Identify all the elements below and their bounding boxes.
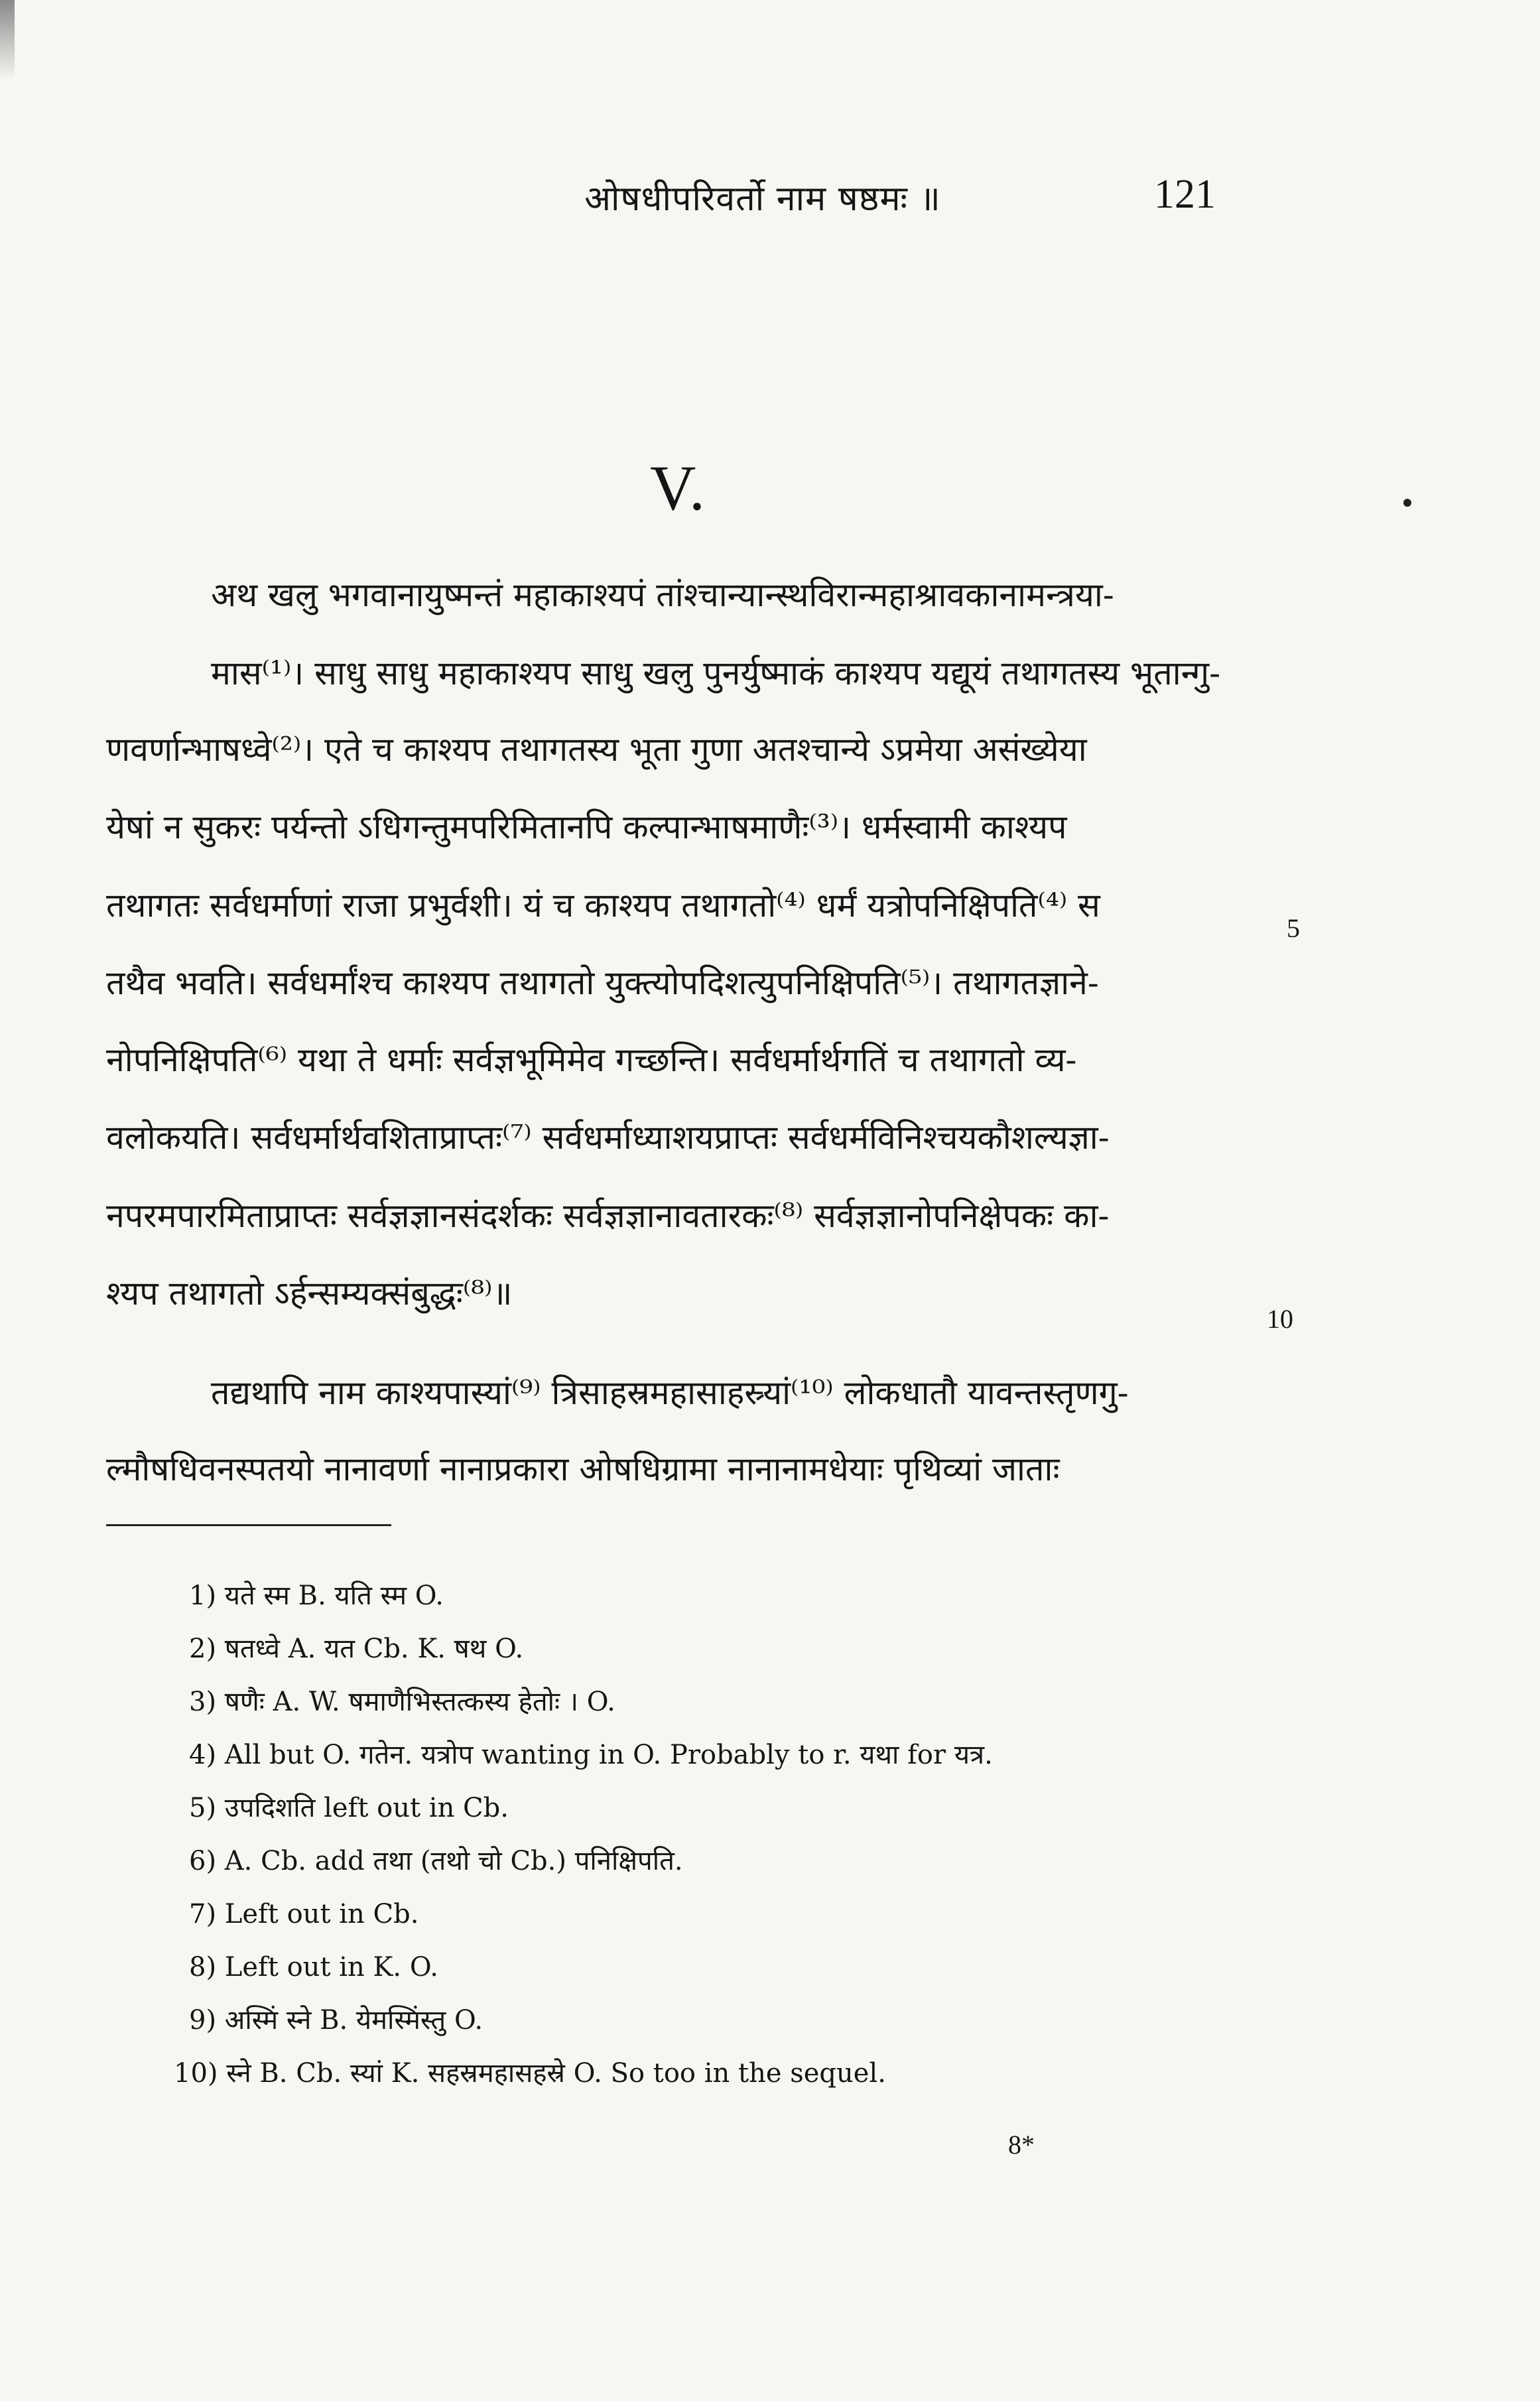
body-line: ल्मौषधिवनस्पतयो नानावर्णा नानाप्रकारा ओषधिग्रामा नानानामधेयाः पृथिव्यां जाताः (106, 1450, 1060, 1488)
margin-mark (1403, 499, 1411, 507)
line-number-10: 10 (1267, 1304, 1293, 1334)
body-line: येषां न सुकरः पर्यन्तो ऽधिगन्तुमपरिमितानपि कल्पान्भाषमाणैः⁽³⁾। धर्मस्वामी काश्यप (106, 808, 1067, 846)
body-line: तथैव भवति। सर्वधर्मांश्च काश्यप तथागतो युक्त्योपदिशत्युपनिक्षिपति⁽⁵⁾। तथागतज्ञाने- (106, 964, 1099, 1002)
footnote: 3) षणैः A. W. षमाणैभिस्तत्कस्य हेतोः । O. (189, 1687, 615, 1717)
footnote: 2) षतध्वे A. यत Cb. K. षथ O. (189, 1634, 524, 1664)
body-line: नपरमपारमिताप्राप्तः सर्वज्ञज्ञानसंदर्शकः सर्वज्ञज्ञानावतारकः⁽⁸⁾ सर्वज्ञज्ञानोपनिक्षेपकः का- (106, 1197, 1110, 1235)
scan-edge-shadow (0, 0, 15, 80)
body-line: अथ खलु भगवानायुष्मन्तं महाकाश्यपं तांश्चान्यान्स्थविरान्महाश्रावकानामन्त्रया- (211, 576, 1114, 614)
footnote: 10) स्ने B. Cb. स्यां K. सहस्रमहासहस्रे O. So too in the sequel. (174, 2058, 886, 2089)
body-line: वलोकयति। सर्वधर्मार्थवशिताप्राप्तः⁽⁷⁾ सर्वधर्माध्याशयप्राप्तः सर्वधर्मविनिश्चयकौशल्यज्ञा- (106, 1118, 1110, 1157)
footnote: 4) All but O. गतेन. यत्रोप wanting in O. Probably to r. यथा for यत्र. (189, 1740, 993, 1770)
line-number-5: 5 (1287, 913, 1300, 943)
footnote-separator (106, 1524, 391, 1526)
footnote: 6) A. Cb. add तथा (तथो चो Cb.) पनिक्षिपति. (189, 1846, 683, 1876)
footnote: 1) यते स्म B. यति स्म O. (189, 1581, 444, 1611)
footnote: 7) Left out in Cb. (189, 1899, 419, 1929)
signature-mark: 8* (1008, 2130, 1035, 2160)
body-line: णवर्णान्भाषध्वे⁽²⁾। एते च काश्यप तथागतस्य भूता गुणा अतश्चान्ये ऽप्रमेया असंख्येया (106, 730, 1087, 769)
running-title: ओषधीपरिवर्तो नाम षष्ठमः ॥ (584, 179, 941, 219)
body-line: तथागतः सर्वधर्माणां राजा प्रभुर्वशी। यं च काश्यप तथागतो⁽⁴⁾ धर्मं यत्रोपनिक्षिपति⁽⁴⁾ स (106, 886, 1100, 925)
footnote: 9) अस्मिं स्ने B. येमस्मिंस्तु O. (189, 2005, 483, 2036)
body-line: श्यप तथागतो ऽर्हन्सम्यक्संबुद्धः⁽⁸⁾॥ (106, 1274, 513, 1313)
footnote: 8) Left out in K. O. (189, 1952, 438, 1982)
page-number: 121 (1154, 172, 1216, 217)
body-line: नोपनिक्षिपति⁽⁶⁾ यथा ते धर्माः सर्वज्ञभूमिमेव गच्छन्ति। सर्वधर्मार्थगतिं च तथागतो व्य- (106, 1041, 1077, 1079)
body-line: तद्यथापि नाम काश्यपास्यां⁽⁹⁾ त्रिसाहस्रमहासाहस्र्यां⁽¹⁰⁾ लोकधातौ यावन्तस्तृणगु- (211, 1374, 1129, 1412)
body-line: मास⁽¹⁾। साधु साधु महाकाश्यप साधु खलु पुनर्युष्माकं काश्यप यद्यूयं तथागतस्य भूतान्गु- (211, 654, 1221, 692)
chapter-numeral: V. (650, 452, 706, 523)
footnote: 5) उपदिशति left out in Cb. (189, 1793, 509, 1823)
